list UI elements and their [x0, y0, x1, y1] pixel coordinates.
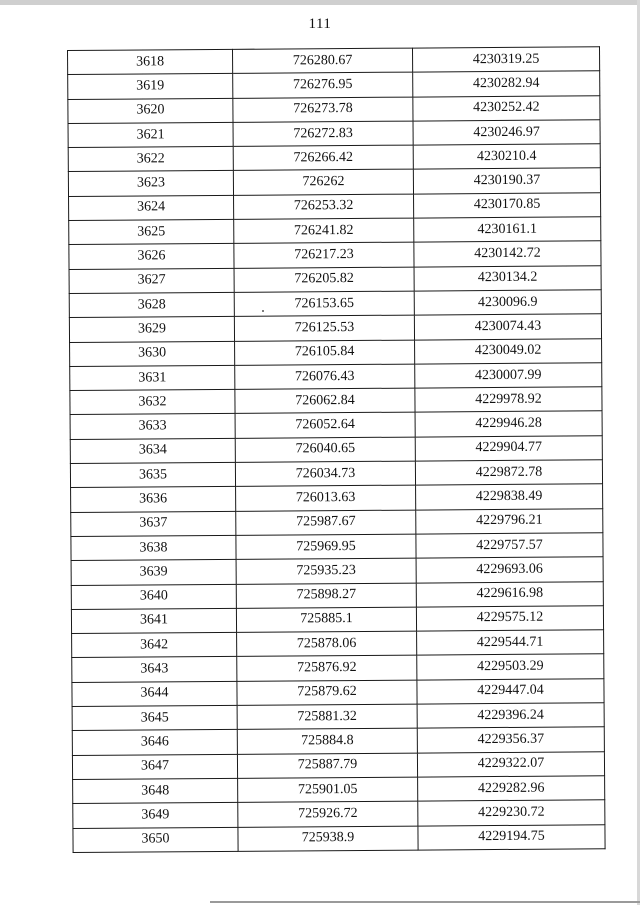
x-coordinate-cell: 726034.73 — [235, 461, 415, 487]
point-number-cell: 3628 — [69, 292, 234, 317]
y-coordinate-cell: 4229230.72 — [418, 800, 605, 826]
y-coordinate-cell: 4230252.42 — [413, 95, 600, 121]
y-coordinate-cell: 4229322.07 — [417, 751, 604, 777]
point-number-cell: 3637 — [71, 511, 236, 536]
x-coordinate-cell: 726241.82 — [234, 218, 414, 244]
point-number-cell: 3621 — [68, 122, 233, 147]
table-row — [68, 144, 600, 172]
point-number-cell: 3648 — [73, 778, 238, 803]
x-coordinate-cell: 725881.32 — [237, 704, 417, 730]
table-row — [69, 241, 601, 269]
y-coordinate-cell: 4229356.37 — [417, 727, 604, 753]
table-row — [71, 533, 603, 561]
y-coordinate-cell: 4230210.4 — [413, 144, 600, 170]
table-row — [69, 193, 601, 221]
point-number-cell: 3620 — [68, 98, 233, 123]
x-coordinate-cell: 726153.65 — [234, 291, 414, 317]
table-row — [71, 606, 603, 634]
scan-edge-top — [0, 0, 640, 5]
point-number-cell: 3633 — [70, 414, 235, 439]
x-coordinate-cell: 725969.95 — [236, 534, 416, 560]
table-row — [71, 508, 603, 536]
x-coordinate-cell: 726273.78 — [233, 97, 413, 123]
point-number-cell: 3640 — [71, 584, 236, 609]
point-number-cell: 3627 — [69, 268, 234, 293]
point-number-cell: 3635 — [70, 462, 235, 487]
table-row — [69, 290, 601, 318]
table-row — [68, 120, 600, 148]
table-row — [72, 678, 604, 706]
point-number-cell: 3629 — [69, 317, 234, 342]
y-coordinate-cell: 4230049.02 — [415, 338, 602, 364]
x-coordinate-cell: 726266.42 — [233, 145, 413, 171]
table-row — [73, 776, 605, 804]
table-row — [71, 557, 603, 585]
x-coordinate-cell: 726105.84 — [235, 340, 415, 366]
y-coordinate-cell: 4229503.29 — [417, 654, 604, 680]
y-coordinate-cell: 4230161.1 — [414, 217, 601, 243]
point-number-cell: 3639 — [71, 560, 236, 585]
coordinates-table — [67, 46, 606, 852]
y-coordinate-cell: 4229544.71 — [417, 630, 604, 656]
x-coordinate-cell: 726040.65 — [235, 437, 415, 463]
table-row — [73, 824, 605, 852]
table-row — [72, 654, 604, 682]
y-coordinate-cell: 4229282.96 — [418, 776, 605, 802]
x-coordinate-cell: 726272.83 — [233, 121, 413, 147]
x-coordinate-cell: 725876.92 — [237, 655, 417, 681]
point-number-cell: 3650 — [73, 827, 238, 852]
table-row — [73, 800, 605, 828]
x-coordinate-cell: 725887.79 — [237, 753, 417, 779]
table-row — [69, 265, 601, 293]
x-coordinate-cell: 725885.1 — [236, 607, 416, 633]
x-coordinate-cell: 726262 — [233, 170, 413, 196]
scan-edge-bottom — [210, 901, 640, 903]
y-coordinate-cell: 4229796.21 — [416, 508, 603, 534]
x-coordinate-cell: 725884.8 — [237, 728, 417, 754]
table-row — [69, 314, 601, 342]
point-number-cell: 3622 — [68, 147, 233, 172]
y-coordinate-cell: 4230096.9 — [414, 290, 601, 316]
point-number-cell: 3623 — [68, 171, 233, 196]
y-coordinate-cell: 4229757.57 — [416, 533, 603, 559]
point-number-cell: 3625 — [69, 219, 234, 244]
point-number-cell: 3618 — [68, 49, 233, 74]
y-coordinate-cell: 4229838.49 — [416, 484, 603, 510]
table-row — [72, 727, 604, 755]
table-row — [70, 460, 602, 488]
table-row — [72, 751, 604, 779]
table-row — [70, 363, 602, 391]
table-row — [68, 71, 600, 99]
table-row — [68, 168, 600, 196]
point-number-cell: 3619 — [68, 74, 233, 99]
y-coordinate-cell: 4229575.12 — [416, 606, 603, 632]
table-row — [70, 387, 602, 415]
point-number-cell: 3642 — [72, 632, 237, 657]
point-number-cell: 3641 — [71, 608, 236, 633]
point-number-cell: 3631 — [70, 365, 235, 390]
table-row — [68, 95, 600, 123]
x-coordinate-cell: 725935.23 — [236, 558, 416, 584]
y-coordinate-cell: 4230074.43 — [414, 314, 601, 340]
x-coordinate-cell: 726076.43 — [235, 364, 415, 390]
y-coordinate-cell: 4230007.99 — [415, 363, 602, 389]
y-coordinate-cell: 4229904.77 — [415, 436, 602, 462]
scan-speck — [262, 310, 264, 312]
y-coordinate-cell: 4229978.92 — [415, 387, 602, 413]
point-number-cell: 3638 — [71, 535, 236, 560]
point-number-cell: 3649 — [73, 803, 238, 828]
y-coordinate-cell: 4230190.37 — [413, 168, 600, 194]
y-coordinate-cell: 4230282.94 — [413, 71, 600, 97]
point-number-cell: 3646 — [72, 730, 237, 755]
x-coordinate-cell: 726013.63 — [236, 485, 416, 511]
table-row — [70, 411, 602, 439]
coordinates-table-body — [68, 47, 606, 852]
x-coordinate-cell: 726052.64 — [235, 413, 415, 439]
table-row — [72, 703, 604, 731]
x-coordinate-cell: 725878.06 — [237, 631, 417, 657]
y-coordinate-cell: 4230246.97 — [413, 120, 600, 146]
x-coordinate-cell: 725926.72 — [238, 801, 418, 827]
point-number-cell: 3634 — [70, 438, 235, 463]
point-number-cell: 3630 — [70, 341, 235, 366]
x-coordinate-cell: 726062.84 — [235, 388, 415, 414]
x-coordinate-cell: 725901.05 — [238, 777, 418, 803]
y-coordinate-cell: 4229447.04 — [417, 678, 604, 704]
y-coordinate-cell: 4229693.06 — [416, 557, 603, 583]
y-coordinate-cell: 4229616.98 — [416, 581, 603, 607]
table-row — [70, 436, 602, 464]
y-coordinate-cell: 4230319.25 — [412, 47, 599, 73]
x-coordinate-cell: 726125.53 — [234, 315, 414, 341]
point-number-cell: 3624 — [69, 195, 234, 220]
x-coordinate-cell: 726280.67 — [232, 48, 412, 74]
table-row — [68, 47, 600, 75]
point-number-cell: 3636 — [71, 487, 236, 512]
table-row — [72, 630, 604, 658]
point-number-cell: 3632 — [70, 389, 235, 414]
y-coordinate-cell: 4230134.2 — [414, 265, 601, 291]
page-number: 111 — [308, 16, 332, 32]
y-coordinate-cell: 4230170.85 — [414, 193, 601, 219]
x-coordinate-cell: 725938.9 — [238, 826, 418, 852]
x-coordinate-cell: 726217.23 — [234, 242, 414, 268]
table-row — [70, 338, 602, 366]
point-number-cell: 3643 — [72, 657, 237, 682]
point-number-cell: 3626 — [69, 244, 234, 269]
table-row — [71, 484, 603, 512]
point-number-cell: 3647 — [72, 754, 237, 779]
point-number-cell: 3644 — [72, 681, 237, 706]
y-coordinate-cell: 4230142.72 — [414, 241, 601, 267]
table-row — [71, 581, 603, 609]
x-coordinate-cell: 725898.27 — [236, 583, 416, 609]
table-row — [69, 217, 601, 245]
y-coordinate-cell: 4229396.24 — [417, 703, 604, 729]
y-coordinate-cell: 4229872.78 — [415, 460, 602, 486]
y-coordinate-cell: 4229194.75 — [418, 824, 605, 850]
x-coordinate-cell: 726205.82 — [234, 267, 414, 293]
x-coordinate-cell: 726276.95 — [233, 72, 413, 98]
x-coordinate-cell: 726253.32 — [234, 194, 414, 220]
x-coordinate-cell: 725879.62 — [237, 680, 417, 706]
x-coordinate-cell: 725987.67 — [236, 510, 416, 536]
y-coordinate-cell: 4229946.28 — [415, 411, 602, 437]
point-number-cell: 3645 — [72, 705, 237, 730]
